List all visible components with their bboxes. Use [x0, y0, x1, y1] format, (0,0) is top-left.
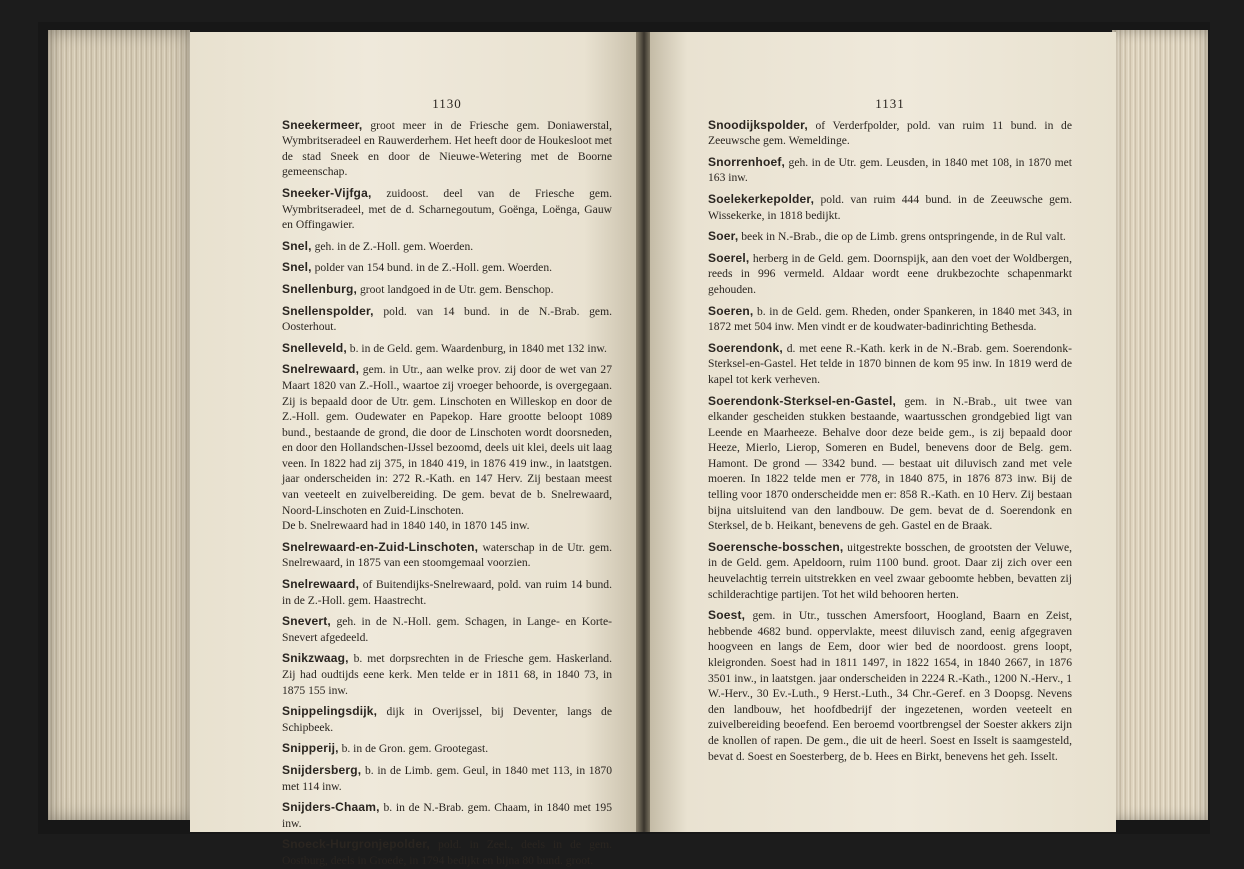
entry-headword: Snellenspolder,: [282, 303, 374, 318]
entry-text: uitgestrekte bosschen, de grootsten der Veluwe, in de Geld. gem. Apeldoorn, ruim 1100 bund. groot. Daar zij zich over een heuvelachtig terrein uitstrekken en veel zwaar geboomte hebben, bevatten zij schilderachtige partijen. Tot het wild behooren herten.: [708, 540, 1072, 601]
entry-headword: Soeren,: [708, 303, 754, 318]
entry-text: pold. van ruim 444 bund. in de Zeeuwsche gem. Wissekerke, in 1818 bedijkt.: [708, 192, 1072, 222]
entry-text: gem. in Utr., aan welke prov. zij door de wet van 27 Maart 1820 van Z.-Holl., waartoe zij vroeger behoorde, is overgegaan. Zij is bepaald door de Utr. gem. Linschoten en Willeskop en door de Z.-Holl. gem. Oudewater en Papekop. Hare grootte beloopt 1089 bund., bestaande de grond, die door de Linschoten wordt doorsneden, en door den Hollandschen-IJssel bezoomd, deels uit klei, deels uit laag veen. In 1822 had zij 375, in 1840 419, in 1876 419 inw., in laatstgen. jaar onderscheiden in: 272 R.-Kath. en 147 Herv. Zij bestaan meest van veeteelt en zuivelbereiding. De gem. bevat de b. Snelrewaard, Noord-Linschoten en Zuid-Linschoten.: [282, 363, 612, 517]
entry-headword: Snel,: [282, 238, 312, 253]
entry-headword: Snelrewaard,: [282, 362, 360, 377]
entry-text: b. in de N.-Brab. gem. Chaam, in 1840 met 195 inw.: [282, 801, 612, 830]
dictionary-entry: [708, 394, 1072, 534]
entry-text: b. in de Geld. gem. Waardenburg, in 1840 met 132 inw.: [346, 341, 607, 355]
dictionary-entry: [282, 341, 612, 357]
dictionary-entry: [282, 800, 612, 831]
entry-headword: Snelrewaard-en-Zuid-Linschoten,: [282, 539, 479, 554]
dictionary-entry: [282, 282, 612, 298]
entry-text: gem. in Utr., tusschen Amersfoort, Hoogland, Baarn en Zeist, hebbende 4682 bund. oppervlakte, meest diluvisch zand, eenig afgegraven hoogveen en langs de Eem, door wier bed de noordoost. grens loopt, kleigronden. Soest had in 1811 1497, in 1822 1654, in 1840 2667, in 1876 3501 inw., in laatstgen. jaar onderscheiden in 2224 R.-Kath., 1200 N.-Herv., 1 W.-Herv., 30 Ev.-Luth., 9 Herst.-Luth., 34 Chr.-Geref. en 3 Doopsg. Nevens den landbouw, het hoofdbedrijf der ingezetenen, worden veeteelt en zuivelbereiding beoefend. Een beroemd voortbrengsel der Soester akkers zijn de knollen of rapen. De gem., die uit de heerl. Soest en Isselt is saamgesteld, bevat d. Soest en Soesterberg, de b. Hees en Birkt, benevens het geh. Isselt.: [708, 609, 1072, 763]
entry-text: herberg in de Geld. gem. Doornspijk, aan den voet der Woldbergen, reeds in 996 vermeld. Aldaar wordt eene drukbezochte schapenmarkt gehouden.: [708, 251, 1072, 296]
dictionary-entry: [708, 341, 1072, 388]
entry-text: groot landgoed in de Utr. gem. Benschop.: [357, 282, 554, 296]
entry-headword: Snelrewaard,: [282, 577, 360, 592]
entry-headword: Soer,: [708, 229, 739, 244]
left-page: [190, 32, 638, 867]
entry-text: waterschap in de Utr. gem. Snelrewaard, in 1875 van een stoomgemaal voorzien.: [282, 540, 612, 570]
entry-text: De b. Snelrewaard had in 1840 140, in 1870 145 inw.: [282, 519, 530, 533]
entry-headword: Soerendonk-Sterksel-en-Gastel,: [708, 393, 897, 408]
entry-text: groot meer in de Friesche gem. Doniawerstal, Wymbritseradeel en Rauwerderhem. Het heeft door de Houkesloot met de stad Sneek en door de Nieuwe-Wetering met de Boorne gemeenschap.: [282, 118, 612, 179]
dictionary-entry: [708, 304, 1072, 335]
dictionary-entry: [282, 651, 612, 698]
dictionary-entry: [708, 192, 1072, 223]
entry-text: polder van 154 bund. in de Z.-Holl. gem. Woerden.: [311, 261, 553, 275]
entry-list: [282, 118, 612, 869]
dictionary-entry: [282, 239, 612, 255]
dictionary-entry: [708, 229, 1072, 245]
dictionary-entry: [282, 260, 612, 276]
dictionary-entry: [708, 608, 1072, 764]
entry-headword: Snorrenhoef,: [708, 154, 786, 169]
dictionary-entry: [708, 540, 1072, 602]
entry-headword: Snoodijkspolder,: [708, 117, 808, 132]
entry-headword: Soerel,: [708, 250, 750, 265]
page-number: 1130: [432, 96, 462, 111]
entry-text: dijk in Overijssel, bij Deventer, langs de Schipbeek.: [282, 705, 612, 734]
entry-headword: Snikzwaag,: [282, 651, 349, 666]
left-page-stack: [48, 30, 190, 820]
entry-text: of Buitendijks-Snelrewaard, pold. van ruim 14 bund. in de Z.-Holl. gem. Haastrecht.: [282, 578, 612, 607]
entry-headword: Snijders-Chaam,: [282, 800, 380, 815]
entry-text: geh. in de N.-Holl. gem. Schagen, in Lange- en Korte-Snevert afgedeeld.: [282, 615, 612, 644]
entry-text: b. in de Geld. gem. Rheden, onder Spankeren, in 1840 met 343, in 1872 met 504 inw. Men vindt er de koudwater-badinrichting Bethesda.: [708, 304, 1072, 334]
entry-headword: Snel,: [282, 260, 312, 275]
dictionary-entry: [282, 763, 612, 794]
entry-headword: Sneeker-Vijfga,: [282, 185, 372, 200]
entry-text: geh. in de Z.-Holl. gem. Woerden.: [311, 239, 474, 253]
dictionary-entry: [282, 614, 612, 645]
entry-headword: Snevert,: [282, 614, 331, 629]
entry-text: gem. in N.-Brab., uit twee van elkander gescheiden stukken bestaande, waartusschen grondgebied ligt van Leende en Maarheeze. Behalve door deze beide gem., is zij bepaald door Heeze, Mierlo, Lierop, Someren en Budel, benevens door de Belg. gem. Hamont. De grond — 3342 bund. — bestaat uit diluvisch zand met vele moeren. In 1822 telde men er 778, in 1840 875, in 1876 873 inw. Bij de telling voor 1870 onderscheidde men er: 858 R.-Kath. en 10 Herv. Zij bestaan bijna uitsluitend van den landbouw. De gem. bevat de d. Soerendonk en Sterksel, de b. Heikant, benevens de geh. Gastel en de Braak.: [708, 394, 1072, 533]
dictionary-entry: [708, 251, 1072, 298]
entry-headword: Soest,: [708, 608, 746, 623]
entry-text: b. in de Limb. gem. Geul, in 1840 met 113, in 1870 met 114 inw.: [282, 763, 612, 793]
entry-text: pold. in Zeel., deels in de gem. Oostburg, deels in Groede, in 1794 bedijkt en bijna 80 bund. groot.: [282, 838, 612, 867]
page-number: 1131: [875, 96, 905, 111]
dictionary-entry: [708, 155, 1072, 186]
entry-text: geh. in de Utr. gem. Leusden, in 1840 met 108, in 1870 met 163 inw.: [708, 155, 1072, 185]
entry-text: b. in de Gron. gem. Grootegast.: [338, 742, 489, 756]
entry-headword: Soelekerkepolder,: [708, 191, 815, 206]
dictionary-entry: [282, 577, 612, 608]
entry-headword: Snoeck-Hurgronjepolder,: [282, 837, 430, 852]
entry-headword: Soerendonk,: [708, 340, 783, 355]
dictionary-entry: [282, 540, 612, 571]
dictionary-entry: [282, 837, 612, 868]
entry-headword: Soerensche-bosschen,: [708, 539, 844, 554]
dictionary-entry: [708, 118, 1072, 149]
entry-headword: Snippelingsdijk,: [282, 704, 378, 719]
dictionary-entry: [282, 704, 612, 735]
entry-headword: Snijdersberg,: [282, 762, 362, 777]
entry-text: of Verderfpolder, pold. van ruim 11 bund. in de Zeeuwsche gem. Wemeldinge.: [708, 118, 1072, 148]
entry-headword: Sneekermeer,: [282, 117, 363, 132]
right-page: [650, 32, 1116, 832]
entry-list: [708, 118, 1072, 765]
entry-headword: Snipperij,: [282, 741, 339, 756]
entry-continuation: [282, 518, 612, 534]
entry-text: d. met eene R.-Kath. kerk in de N.-Brab. gem. Soerendonk-Sterksel-en-Gastel. Het telde in 1870 binnen de kom 95 inw. In 1819 werd de kapel tot kerk verheven.: [708, 341, 1072, 386]
entry-text: pold. van 14 bund. in de N.-Brab. gem. Oosterhout.: [282, 304, 612, 334]
entry-text: b. met dorpsrechten in de Friesche gem. Haskerland. Zij had oudtijds eene kerk. Men telde er in 1811 68, in 1840 73, in 1875 155 inw.: [282, 652, 612, 697]
dictionary-entry: [282, 304, 612, 335]
entry-headword: Snelleveld,: [282, 340, 347, 355]
entry-text: beek in N.-Brab., die op de Limb. grens ontspringende, in de Rul valt.: [738, 230, 1066, 244]
dictionary-entry: [282, 362, 612, 518]
dictionary-entry: [282, 186, 612, 233]
right-page-stack: [1112, 30, 1208, 820]
dictionary-entry: [282, 118, 612, 180]
dictionary-entry: [282, 741, 612, 757]
entry-text: zuidoost. deel van de Friesche gem. Wymbritseradeel, met de d. Scharnegoutum, Goënga, Loënga, Gauw en Offingawier.: [282, 186, 612, 232]
entry-headword: Snellenburg,: [282, 281, 358, 296]
